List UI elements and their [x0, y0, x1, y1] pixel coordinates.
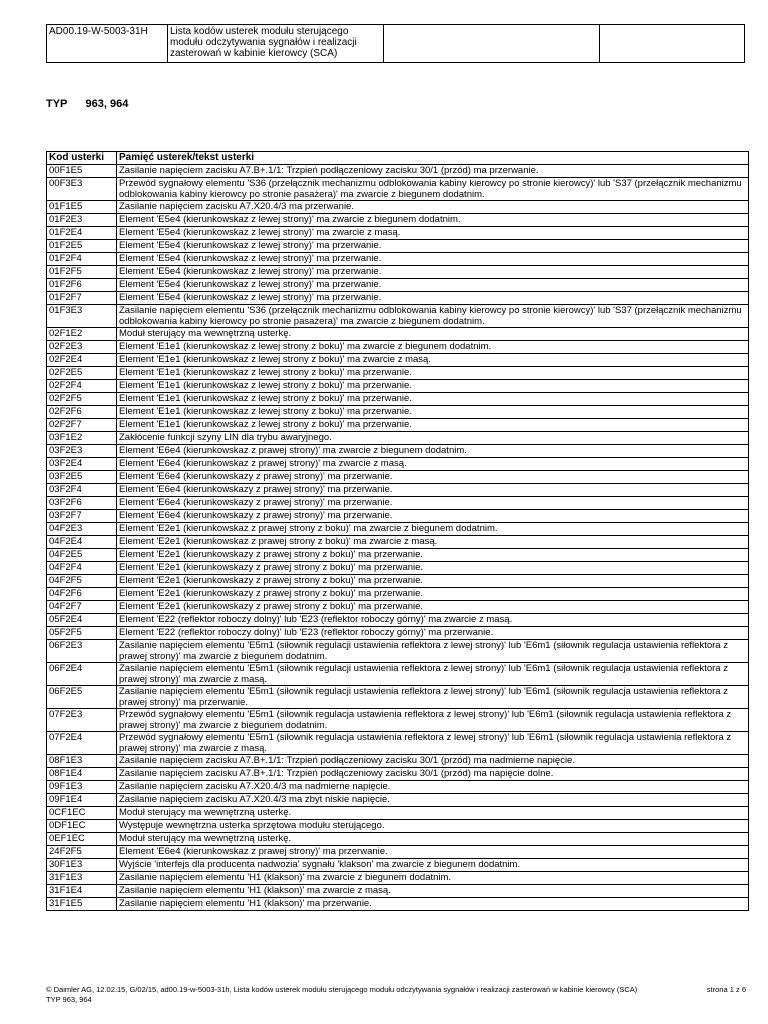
table-row	[47, 367, 749, 380]
fault-code-table	[46, 151, 749, 911]
fault-code: 00F1E5	[47, 165, 117, 178]
fault-code: 04F2F6	[47, 588, 117, 601]
fault-code: 04F2F7	[47, 601, 117, 614]
table-row	[47, 732, 749, 755]
table-row	[47, 510, 749, 523]
fault-code: 05F2E4	[47, 614, 117, 627]
fault-text: Zasilanie napięciem elementu 'H1 (klakson)' ma zwarcie z masą.	[117, 885, 749, 898]
table-row	[47, 523, 749, 536]
table-row	[47, 354, 749, 367]
footer-type: TYP 963, 964	[46, 995, 92, 1004]
table-row	[47, 820, 749, 833]
fault-code: 08F1E4	[47, 768, 117, 781]
fault-text: Element 'E2e1 (kierunkowskazy z prawej strony z boku)' ma przerwanie.	[117, 562, 749, 575]
fault-code: 03F2F7	[47, 510, 117, 523]
table-row	[47, 341, 749, 354]
fault-code: 08F1E3	[47, 755, 117, 768]
fault-text: Zasilanie napięciem elementu 'E5m1 (siłownik regulacji ustawienia reflektora z lewej strony)' lub 'E6m1 (siłownik regulacja ustawienia reflektora z prawej strony)' ma zwarcie z biegunem dodatnim.	[117, 640, 749, 663]
fault-text: Zasilanie napięciem zacisku A7.B+.1/1: Trzpień podłączeniowy zacisku 30/1 (przód) ma przerwanie.	[117, 165, 749, 178]
fault-code: 01F2F6	[47, 279, 117, 292]
table-row	[47, 445, 749, 458]
table-row	[47, 214, 749, 227]
fault-code: 03F1E2	[47, 432, 117, 445]
fault-text: Zasilanie napięciem elementu 'E5m1 (siłownik regulacji ustawienia reflektora z lewej strony)' lub 'E6m1 (siłownik regulacja ustawienia reflektora z prawej strony)' ma zwarcie z masą.	[117, 663, 749, 686]
fault-text: Element 'E2e1 (kierunkowskazy z prawej strony z boku)' ma przerwanie.	[117, 549, 749, 562]
vehicle-type-value: 963, 964	[85, 98, 129, 110]
fault-text: Moduł sterujący ma wewnętrzną usterkę.	[117, 807, 749, 820]
fault-text: Element 'E2e1 (kierunkowskaz z prawej strony z boku)' ma zwarcie z biegunem dodatnim.	[117, 523, 749, 536]
fault-text: Element 'E5e4 (kierunkowskaz z lewej strony)' ma przerwanie.	[117, 292, 749, 305]
fault-code: 02F2F7	[47, 419, 117, 432]
fault-code: 00F3E3	[47, 178, 117, 201]
fault-text: Element 'E5e4 (kierunkowskaz z lewej strony)' ma przerwanie.	[117, 253, 749, 266]
table-row	[47, 755, 749, 768]
table-row	[47, 328, 749, 341]
fault-code: 31F1E5	[47, 898, 117, 911]
table-row	[47, 709, 749, 732]
table-row	[47, 419, 749, 432]
fault-code: 09F1E3	[47, 781, 117, 794]
fault-text: Element 'E6e4 (kierunkowskaz z prawej strony)' ma zwarcie z masą.	[117, 458, 749, 471]
fault-code: 31F1E4	[47, 885, 117, 898]
table-row	[47, 253, 749, 266]
table-row	[47, 640, 749, 663]
table-row	[47, 781, 749, 794]
fault-code: 04F2E3	[47, 523, 117, 536]
fault-text: Element 'E22 (reflektor roboczy dolny)' lub 'E23 (reflektor roboczy górny)' ma przerwanie.	[117, 627, 749, 640]
footer-copyright: © Daimler AG, 12.02.15, G/02/15, ad00.19-w-5003-31h, Lista kodów usterek modułu sterującego modułu odczytywania sygnałów i realizacji zasterowań w kabinie kierowcy (SCA)	[46, 985, 638, 994]
fault-text: Zasilanie napięciem zacisku A7.B+.1/1: Trzpień podłączeniowy zacisku 30/1 (przód) ma nadmierne napięcie.	[117, 755, 749, 768]
fault-text: Element 'E1e1 (kierunkowskaz z lewej strony z boku)' ma zwarcie z biegunem dodatnim.	[117, 341, 749, 354]
table-row	[47, 601, 749, 614]
table-row	[47, 201, 749, 214]
fault-text: Element 'E6e4 (kierunkowskaz z prawej strony)' ma przerwanie.	[117, 846, 749, 859]
fault-code: 01F2F4	[47, 253, 117, 266]
fault-code: 0DF1EC	[47, 820, 117, 833]
fault-code: 04F2E4	[47, 536, 117, 549]
fault-text: Element 'E1e1 (kierunkowskaz z lewej strony z boku)' ma zwarcie z masą.	[117, 354, 749, 367]
table-row	[47, 458, 749, 471]
fault-code: 04F2F4	[47, 562, 117, 575]
fault-code: 02F2F4	[47, 380, 117, 393]
fault-code: 07F2E4	[47, 732, 117, 755]
table-row	[47, 859, 749, 872]
page-footer	[46, 985, 748, 1005]
fault-text: Zasilanie napięciem elementu 'H1 (klakson)' ma zwarcie z biegunem dodatnim.	[117, 872, 749, 885]
fault-code: 01F3E3	[47, 305, 117, 328]
fault-code: 07F2E3	[47, 709, 117, 732]
table-row	[47, 807, 749, 820]
vehicle-type	[46, 98, 128, 110]
table-row	[47, 432, 749, 445]
fault-code: 02F1E2	[47, 328, 117, 341]
table-row	[47, 833, 749, 846]
fault-text: Moduł sterujący ma wewnętrzną usterkę.	[117, 833, 749, 846]
table-row	[47, 562, 749, 575]
fault-text: Element 'E5e4 (kierunkowskaz z lewej strony)' ma zwarcie z biegunem dodatnim.	[117, 214, 749, 227]
fault-text: Zasilanie napięciem zacisku A7.X20.4/3 ma zbyt niskie napięcie.	[117, 794, 749, 807]
fault-code: 03F2F4	[47, 484, 117, 497]
fault-text: Moduł sterujący ma wewnętrzną usterkę.	[117, 328, 749, 341]
table-row	[47, 536, 749, 549]
fault-code: 03F2E4	[47, 458, 117, 471]
table-row	[47, 484, 749, 497]
page-number: strona 1 z 6	[706, 985, 746, 994]
fault-code: 01F2E5	[47, 240, 117, 253]
fault-text: Element 'E5e4 (kierunkowskaz z lewej strony)' ma przerwanie.	[117, 266, 749, 279]
table-row	[47, 588, 749, 601]
table-row	[47, 872, 749, 885]
fault-code: 09F1E4	[47, 794, 117, 807]
fault-text: Element 'E2e1 (kierunkowskazy z prawej strony z boku)' ma przerwanie.	[117, 601, 749, 614]
table-row	[47, 497, 749, 510]
fault-text: Przewód sygnałowy elementu 'E5m1 (siłownik regulacja ustawienia reflektora z lewej strony)' lub 'E6m1 (siłownik regulacja ustawienia reflektora z prawej strony)' ma zwarcie z masą.	[117, 732, 749, 755]
fault-text: Element 'E6e4 (kierunkowskazy z prawej strony)' ma przerwanie.	[117, 510, 749, 523]
table-row	[47, 471, 749, 484]
fault-text: Element 'E6e4 (kierunkowskazy z prawej strony)' ma przerwanie.	[117, 484, 749, 497]
fault-text: Element 'E1e1 (kierunkowskaz z lewej strony z boku)' ma przerwanie.	[117, 380, 749, 393]
table-row	[47, 898, 749, 911]
fault-code: 24F2F5	[47, 846, 117, 859]
table-row	[47, 663, 749, 686]
fault-code: 04F2F5	[47, 575, 117, 588]
table-row	[47, 627, 749, 640]
fault-code: 31F1E3	[47, 872, 117, 885]
table-row	[47, 794, 749, 807]
table-row	[47, 614, 749, 627]
fault-code: 01F2E4	[47, 227, 117, 240]
fault-code: 02F2E5	[47, 367, 117, 380]
fault-text: Element 'E22 (reflektor roboczy dolny)' lub 'E23 (reflektor roboczy górny)' ma zwarcie z masą.	[117, 614, 749, 627]
table-row	[47, 768, 749, 781]
table-row	[47, 575, 749, 588]
header-empty-cell	[384, 25, 600, 63]
fault-text: Element 'E6e4 (kierunkowskazy z prawej strony)' ma przerwanie.	[117, 471, 749, 484]
table-header-row	[47, 152, 749, 165]
fault-text: Zakłócenie funkcji szyny LIN dla trybu awaryjnego.	[117, 432, 749, 445]
column-header-code: Kod usterki	[47, 152, 117, 165]
fault-code: 06F2E3	[47, 640, 117, 663]
table-row	[47, 686, 749, 709]
fault-text: Element 'E5e4 (kierunkowskaz z lewej strony)' ma przerwanie.	[117, 279, 749, 292]
fault-text: Zasilanie napięciem elementu 'H1 (klakson)' ma przerwanie.	[117, 898, 749, 911]
fault-code: 02F2E4	[47, 354, 117, 367]
fault-code: 30F1E3	[47, 859, 117, 872]
fault-code: 03F2E3	[47, 445, 117, 458]
table-row	[47, 240, 749, 253]
table-row	[47, 279, 749, 292]
fault-code: 01F1E5	[47, 201, 117, 214]
fault-text: Element 'E5e4 (kierunkowskaz z lewej strony)' ma zwarcie z masą.	[117, 227, 749, 240]
fault-text: Element 'E6e4 (kierunkowskazy z prawej strony)' ma przerwanie.	[117, 497, 749, 510]
table-row	[47, 266, 749, 279]
fault-text: Element 'E1e1 (kierunkowskaz z lewej strony z boku)' ma przerwanie.	[117, 406, 749, 419]
fault-text: Występuje wewnętrzna usterka sprzętowa modułu sterującego.	[117, 820, 749, 833]
fault-code: 06F2E4	[47, 663, 117, 686]
table-row	[47, 549, 749, 562]
fault-code: 0CF1EC	[47, 807, 117, 820]
fault-code: 0EF1EC	[47, 833, 117, 846]
fault-text: Element 'E1e1 (kierunkowskaz z lewej strony z boku)' ma przerwanie.	[117, 367, 749, 380]
column-header-text: Pamięć usterek/tekst usterki	[117, 152, 749, 165]
fault-text: Element 'E1e1 (kierunkowskaz z lewej strony z boku)' ma przerwanie.	[117, 419, 749, 432]
fault-text: Element 'E2e1 (kierunkowskazy z prawej strony z boku)' ma przerwanie.	[117, 575, 749, 588]
fault-code: 01F2F7	[47, 292, 117, 305]
fault-text: Zasilanie napięciem elementu 'S36 (przełącznik mechanizmu odblokowania kabiny kierowcy po stronie kierowcy)' lub 'S37 (przełącznik mechanizmu odblokowania kabiny kierowcy po stronie pasażera)' ma zwarcie z biegunem dodatnim.	[117, 305, 749, 328]
document-title: Lista kodów usterek modułu sterującego modułu odczytywania sygnałów i realizacji zasterowań w kabinie kierowcy (SCA)	[168, 25, 384, 63]
fault-text: Zasilanie napięciem zacisku A7.X20.4/3 ma przerwanie.	[117, 201, 749, 214]
fault-text: Zasilanie napięciem zacisku A7.X20.4/3 ma nadmierne napięcie.	[117, 781, 749, 794]
table-row	[47, 380, 749, 393]
vehicle-type-label: TYP	[46, 98, 68, 110]
fault-text: Przewód sygnałowy elementu 'E5m1 (siłownik regulacja ustawienia reflektora z lewej strony)' lub 'E6m1 (siłownik regulacja ustawienia reflektora z prawej strony)' ma zwarcie z biegunem dodatnim.	[117, 709, 749, 732]
fault-text: Element 'E5e4 (kierunkowskaz z lewej strony)' ma przerwanie.	[117, 240, 749, 253]
fault-text: Zasilanie napięciem elementu 'E5m1 (siłownik regulacji ustawienia reflektora z lewej strony)' lub 'E6m1 (siłownik regulacja ustawienia reflektora z prawej strony)' ma przerwanie.	[117, 686, 749, 709]
header-empty-cell	[600, 25, 745, 63]
fault-text: Element 'E2e1 (kierunkowskaz z prawej strony z boku)' ma zwarcie z masą.	[117, 536, 749, 549]
fault-code: 05F2F5	[47, 627, 117, 640]
table-row	[47, 292, 749, 305]
fault-code: 03F2F6	[47, 497, 117, 510]
table-row	[47, 165, 749, 178]
table-row	[47, 406, 749, 419]
table-row	[47, 846, 749, 859]
fault-text: Element 'E2e1 (kierunkowskazy z prawej strony z boku)' ma przerwanie.	[117, 588, 749, 601]
table-row	[47, 305, 749, 328]
fault-text: Zasilanie napięciem zacisku A7.B+.1/1: Trzpień podłączeniowy zacisku 30/1 (przód) ma napięcie dolne.	[117, 768, 749, 781]
fault-text: Element 'E6e4 (kierunkowskaz z prawej strony)' ma zwarcie z biegunem dodatnim.	[117, 445, 749, 458]
fault-code: 02F2F5	[47, 393, 117, 406]
document-header-table	[46, 24, 745, 63]
table-row	[47, 393, 749, 406]
table-row	[47, 227, 749, 240]
table-row	[47, 178, 749, 201]
fault-code: 01F2F5	[47, 266, 117, 279]
fault-code: 03F2E5	[47, 471, 117, 484]
document-id: AD00.19-W-5003-31H	[47, 25, 168, 63]
fault-code: 02F2F6	[47, 406, 117, 419]
table-row	[47, 885, 749, 898]
fault-code: 02F2E3	[47, 341, 117, 354]
fault-text: Przewód sygnałowy elementu 'S36 (przełącznik mechanizmu odblokowania kabiny kierowcy po stronie kierowcy)' lub 'S37 (przełącznik mechanizmu odblokowania kabiny kierowcy po stronie pasażera)' ma zwarcie z biegunem dodatnim.	[117, 178, 749, 201]
fault-code: 06F2E5	[47, 686, 117, 709]
fault-code: 04F2E5	[47, 549, 117, 562]
fault-text: Wyjście 'interfejs dla producenta nadwozia' sygnału 'klakson' ma zwarcie z biegunem dodatnim.	[117, 859, 749, 872]
fault-text: Element 'E1e1 (kierunkowskaz z lewej strony z boku)' ma przerwanie.	[117, 393, 749, 406]
fault-code: 01F2E3	[47, 214, 117, 227]
